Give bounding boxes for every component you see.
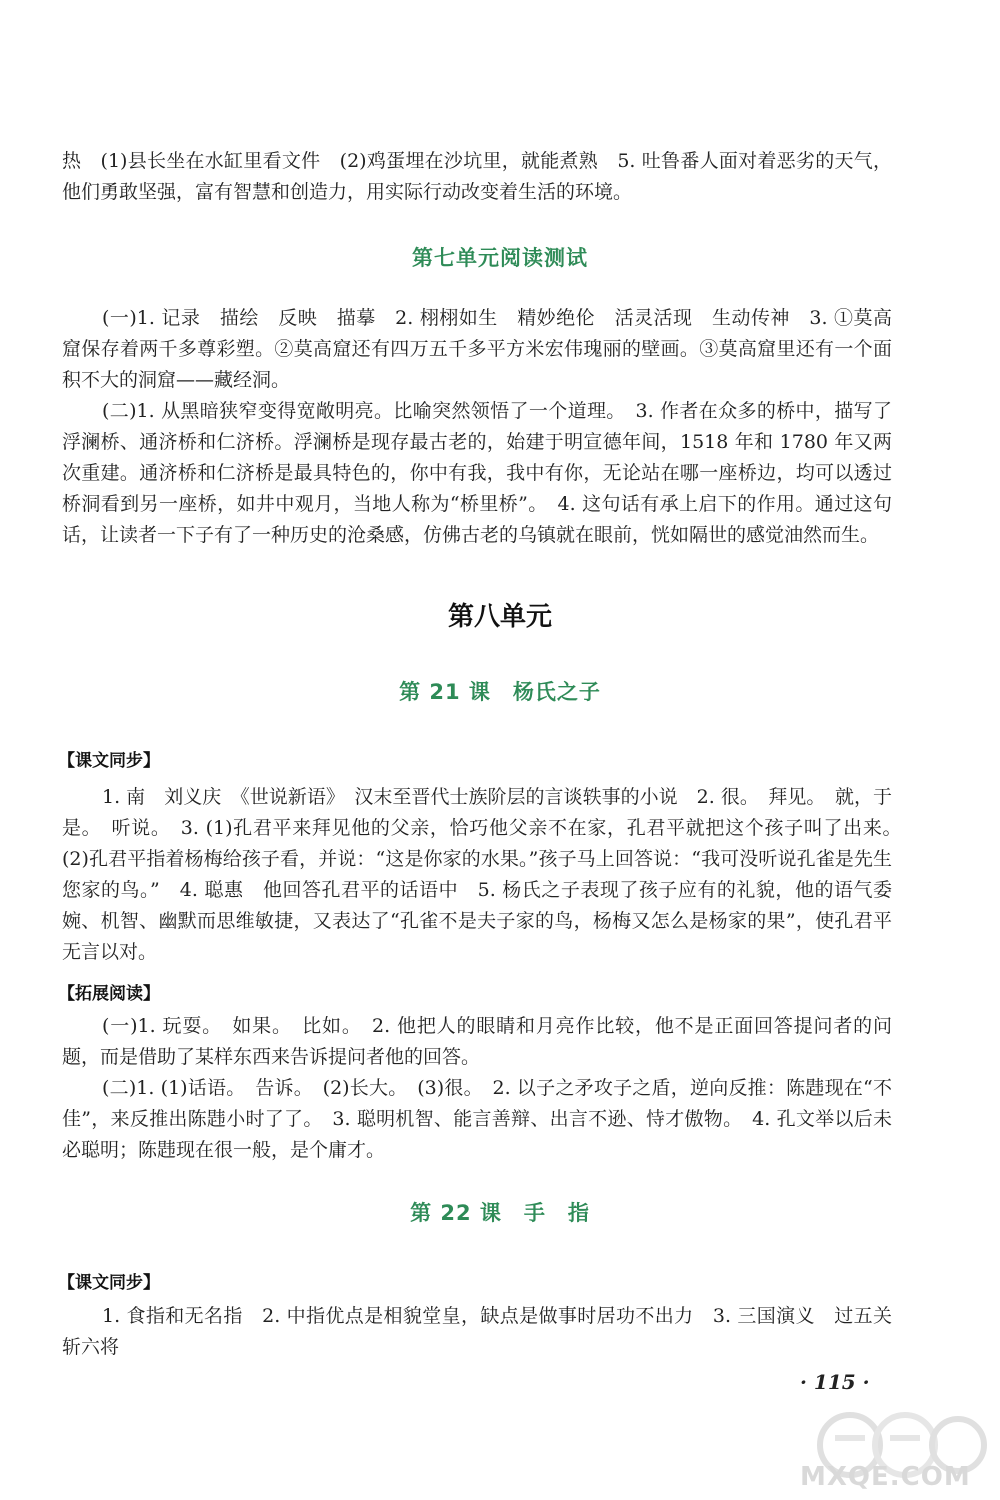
- watermark-text: MXQE.COM: [800, 1462, 971, 1492]
- unit7-part2-answers: (二)1. 从黑暗狭窄变得宽敞明亮。比喻突然领悟了一个道理。 3. 作者在众多的桥中，描写了浮澜桥、通济桥和仁济桥。浮澜桥是现存最古老的，始建于明宣德年间，1518 年和 1780 年又两次重建。通济桥和仁济桥是最具特色的，你中有我，我中有你，无论站在哪一座桥边，均可以透过桥洞看到另一座桥，如井中观月，当地人称为“桥里桥”。 4. 这句话有承上启下的作用。通过这句话，让读者一下子有了一种历史的沧桑感，仿佛古老的乌镇就在眼前，恍如隔世的感觉油然而生。: [62, 400, 892, 546]
- lesson21-title: 第 21 课 杨氏之子: [399, 680, 601, 704]
- page-number: · 115 ·: [800, 1370, 870, 1394]
- unit7-part1-answers: (一)1. 记录 描绘 反映 描摹 2. 栩栩如生 精妙绝伦 活灵活现 生动传神 3. ①莫高窟保存着两千多尊彩塑。②莫高窟还有四万五千多平方米宏伟瑰丽的壁画。③莫高窟里还有一个面积不大的洞窟——藏经洞。: [62, 307, 892, 391]
- unit8-title: 第八单元: [447, 602, 552, 632]
- lesson21-extended-part1: (一)1. 玩耍。 如果。 比如。 2. 他把人的眼睛和月亮作比较，他不是正面回答提问者的问题，而是借助了某样东西来告诉提问者他的回答。: [62, 1015, 892, 1068]
- intro-paragraph: 热 (1)县长坐在水缸里看文件 (2)鸡蛋埋在沙坑里，就能煮熟 5. 吐鲁番人面对着恶劣的天气，他们勇敢坚强，富有智慧和创造力，用实际行动改变着生活的环境。: [62, 150, 892, 203]
- lesson22-sync-answers: 1. 食指和无名指 2. 中指优点是相貌堂皇，缺点是做事时居功不出力 3. 三国演义 过五关斩六将: [62, 1305, 892, 1358]
- lesson22-title: 第 22 课 手 指: [410, 1201, 590, 1225]
- lesson21-extended-part2: (二)1. (1)话语。 告诉。 (2)长大。 (3)很。 2. 以子之矛攻子之盾，逆向反推：陈韪现在“不佳”，来反推出陈韪小时了了。 3. 聪明机智、能言善辩、出言不逊、恃才傲物。 4. 孔文举以后未必聪明；陈韪现在很一般，是个庸才。: [62, 1077, 892, 1161]
- lesson22-sync-label: 【课文同步】: [58, 1273, 160, 1293]
- lesson21-sync-label: 【课文同步】: [58, 751, 160, 771]
- lesson21-extended-label: 【拓展阅读】: [58, 984, 160, 1004]
- unit7-test-title: 第七单元阅读测试: [412, 246, 588, 270]
- lesson21-sync-answers: 1. 南 刘义庆 《世说新语》 汉末至晋代士族阶层的言谈轶事的小说 2. 很。 拜见。 就，于是。 听说。 3. (1)孔君平来拜见他的父亲，恰巧他父亲不在家，孔君平就把这个孩子叫了出来。 (2)孔君平指着杨梅给孩子看，并说：“这是你家的水果。”孩子马上回答说：“我可没听说孔雀是先生您家的鸟。” 4. 聪惠 他回答孔君平的话语中 5. 杨氏之子表现了孩子应有的礼貌，他的语气委婉、机智、幽默而思维敏捷，又表达了“孔雀不是夫子家的鸟，杨梅又怎么是杨家的果”，使孔君平无言以对。: [62, 786, 912, 963]
